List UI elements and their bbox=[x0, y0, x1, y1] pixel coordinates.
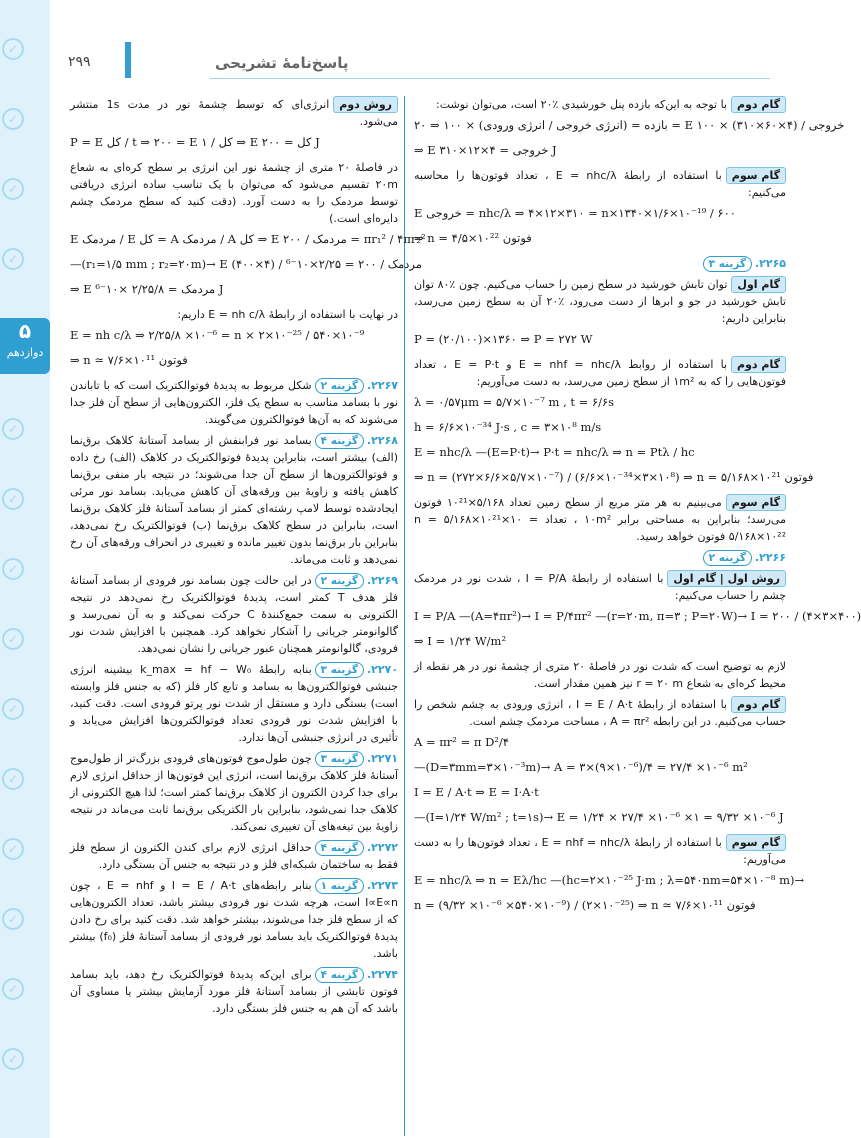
chapter-label: دوازدهم bbox=[6, 346, 44, 359]
step-label: گام دوم bbox=[731, 696, 786, 713]
equation: —(I=۱/۲۴ W/m² ; t=۱s)→ E = ۱/۲۴ × ۲۷/۴ ×۱۰⁻⁶ ×۱ = ۹/۳۲ ×۱۰⁻⁶ J bbox=[414, 810, 784, 824]
step-text: با استفاده از رابطهٔ I = P/A ، شدت نور در مردمک چشم را حساب می‌کنیم: bbox=[414, 572, 786, 602]
equation: E = nh c/λ ⇒ ۲/۲۵/۸ ×۱۰⁻⁶ = n × ۲×۱۰⁻²⁵ / ۵۴۰×۱۰⁻⁹ bbox=[70, 328, 365, 342]
header-accent-bar bbox=[125, 42, 131, 78]
answer-badge: گزینه ۴ bbox=[315, 840, 364, 856]
answer-badge: گزینه ۳ bbox=[315, 662, 364, 678]
step-text: با استفاده از روابط E = nhf = nhc/λ و E = P·t ، تعداد فوتون‌هایی را که به ۱m² از سطح زمین می‌رسد، به دست می‌آوریم: bbox=[414, 358, 786, 388]
question-number: ۲۲۶۷. bbox=[366, 379, 398, 392]
header-divider bbox=[210, 78, 770, 79]
answer-badge: گزینه ۱ bbox=[315, 878, 364, 894]
check-circle-icon: ✓ bbox=[2, 248, 24, 270]
question-number: ۲۲۶۹. bbox=[366, 574, 398, 587]
check-circle-icon: ✓ bbox=[2, 178, 24, 200]
step-label: گام اول bbox=[731, 276, 786, 293]
check-circle-icon: ✓ bbox=[2, 908, 24, 930]
check-circle-icon: ✓ bbox=[2, 628, 24, 650]
step-label: روش دوم bbox=[333, 96, 398, 113]
answer-text: بنابه رابطهٔ k_max = hf − W₀ بیشینه انرژی جنبشی فوتوالکترون‌ها به بسامد و تابع کار فلز (که به جنس فلز وابسته است) بستگی دارد و مستقل از شدت نور پرتو فرودی است. دقت کنید، با افزایش شدت نور فرودی تعداد فوتوالکترون‌ها افزایش می‌یابد و تأثیری در انرژی جنبشی آن‌ها ندارد. bbox=[70, 663, 398, 744]
solution-step bbox=[414, 696, 786, 730]
answer-text: حداقل انرژی لازم برای کندن الکترون از سطح فلز فقط به ساختمان شبکه‌ای فلز و در نتیجه به جنس آن بستگی دارد. bbox=[70, 841, 398, 871]
step-text: با توجه به این‌که بازده پنل خورشیدی ٪۲۰ است، می‌توان نوشت: bbox=[436, 98, 728, 111]
question-number: ۲۲۶۶. bbox=[754, 551, 786, 564]
question-answer bbox=[70, 839, 398, 873]
question-number: ۲۲۷۴. bbox=[366, 968, 398, 981]
answer-badge: گزینه ۲ bbox=[703, 550, 752, 566]
check-circle-icon: ✓ bbox=[2, 558, 24, 580]
page-number: ۲۹۹ bbox=[68, 54, 91, 70]
paragraph: لازم به توضیح است که شدت نور در فاصلهٔ ۲۰ متری از چشمهٔ نور در هر نقطه از محیط کره‌ای به شعاع r = ۲۰ m نیز همین مقدار است. bbox=[414, 660, 787, 690]
equation: ⇒ E مردمک = ۲/۲۵/۸ ×۱۰⁻⁶ J bbox=[70, 282, 224, 296]
step-label: گام سوم bbox=[726, 834, 786, 851]
question-answer bbox=[70, 877, 398, 962]
solution-step bbox=[414, 276, 786, 327]
equation: بازده = (انرژی خروجی / انرژی ورودی) × ۱۰۰ ⇒ ۲۰ = E خروجی / (۴×۶۰×۳۱۰) × ۱۰۰ bbox=[414, 118, 845, 132]
step-text: توان تابش خورشید در سطح زمین را حساب می‌کنیم. چون ٪۸۰ توان تابش خورشید در جو و ابرها از دست می‌رود، ٪۲۰ آن به سطح زمین می‌رسد، بنابراین داریم: bbox=[414, 278, 786, 325]
question-answer bbox=[70, 966, 398, 1017]
step-text: با استفاده از رابطهٔ E = nhf = nhc/λ ، تعداد فوتون‌ها را به دست می‌آوریم: bbox=[414, 836, 786, 866]
equation: A = πr² = π D²/۴ bbox=[414, 735, 509, 749]
step-label: گام سوم bbox=[726, 494, 786, 511]
check-circle-icon: ✓ bbox=[2, 108, 24, 130]
equation: ⇒ n = ۴/۵×۱۰²² فوتون bbox=[414, 231, 532, 245]
answer-badge: گزینه ۲ bbox=[315, 378, 364, 394]
question-answer bbox=[70, 750, 398, 835]
equation: E مردمک / E کل = A مردمک / A کل ⇒ E مردمک / ۲۰۰ = πr₁² / ۴πr₂² bbox=[70, 232, 426, 246]
step-label: روش اول | گام اول bbox=[667, 570, 786, 587]
solution-step bbox=[414, 356, 786, 390]
paragraph: در فاصلهٔ ۲۰ متری از چشمهٔ نور این انرژی بر سطح کره‌ای به شعاع ۲۰m تقسیم می‌شود که می‌توان با یک تناسب ساده انرژی دریافتی توسط مردمک را به دست آورد. (دقت کنید که سطح مردمک چشم دایره‌ای است.) bbox=[70, 161, 398, 225]
equation: ⇒ I = ۱/۲۴ W/m² bbox=[414, 634, 507, 648]
check-circle-icon: ✓ bbox=[2, 768, 24, 790]
answer-text: شکل مربوط به پدیدهٔ فوتوالکتریک است که با تاباندن نور با بسامد مناسب به سطح یک فلز، الکترون‌هایی از سطح آن فلز جدا می‌شوند که به آن‌ها فوتوالکترون می‌گویند. bbox=[70, 379, 398, 426]
step-text: با استفاده از رابطهٔ I = E / A·t ، انرژی ورودی به چشم شخص را حساب می‌کنیم. در این رابطه A = πr² ، مساحت مردمک چشم است. bbox=[414, 698, 786, 728]
step-label: گام دوم bbox=[731, 96, 786, 113]
answer-badge: گزینه ۴ bbox=[315, 967, 364, 983]
question-answer bbox=[70, 661, 398, 746]
equation: λ = ۰/۵۷μm = ۵/۷×۱۰⁻⁷ m , t = ۶/۶s bbox=[414, 395, 615, 409]
side-margin bbox=[0, 0, 50, 1138]
question-answer bbox=[414, 549, 786, 566]
solution-step bbox=[414, 167, 786, 201]
step-label: گام دوم bbox=[731, 356, 786, 373]
answer-text: بسامد نور فرابنفش از بسامد آستانهٔ کلاهک برق‌نما (الف) بیشتر است، بنابراین پدیدهٔ فوتوالکتریک در کلاهک (الف) رخ داده و فوتوالکترون‌ها از سطح آن جدا می‌شوند؛ در نتیجه بار منفی برق‌نما کاهش یافته و زاویهٔ بین ورقه‌های آن کاهش می‌یابد. بسامد نور مرئی ایجادشده توسط لامپ رشته‌ای کمتر از بسامد آستانهٔ فلز کلاهک برق‌نما است، بنابراین در سطح کلاهک برق‌نما (ب) فوتوالکتریک رخ نمی‌دهد، بنابراین بار برق‌نما بدون تغییر مانده و تغییری در انحراف ورقه‌های آن رخ نمی‌دهد و ثابت می‌ماند. bbox=[70, 434, 398, 566]
check-circle-icon: ✓ bbox=[2, 978, 24, 1000]
chapter-number: ۵ bbox=[18, 319, 32, 343]
step-text: انرژی‌ای که توسط چشمهٔ نور در مدت 1s منتشر می‌شود. bbox=[70, 98, 398, 128]
check-circle-icon: ✓ bbox=[2, 488, 24, 510]
check-circle-icon: ✓ bbox=[2, 38, 24, 60]
question-number: ۲۲۷۳. bbox=[366, 879, 398, 892]
question-number: ۲۲۷۱. bbox=[366, 752, 398, 765]
answer-badge: گزینه ۴ bbox=[315, 433, 364, 449]
equation: E خروجی = nhc/λ ⇒ ۴×۱۲×۳۱۰ = n×۱۳۴۰×۱/۶×۱۰⁻¹⁹ / ۶۰۰ bbox=[414, 206, 736, 220]
answer-badge: گزینه ۳ bbox=[703, 256, 752, 272]
equation: ⇒ n = (۲۷۲×۶/۶×۵/۷×۱۰⁻⁷) / (۶/۶×۱۰⁻³⁴×۳×۱۰⁸) ⇒ n = ۵/۱۶۸×۱۰²¹ فوتون bbox=[414, 470, 814, 484]
right-column bbox=[414, 96, 861, 922]
equation: I = P/A —(A=۴πr²)→ I = P/۴πr² —(r=۲۰m, π=۳ ; P=۲۰W)→ I = ۲۰۰ / (۴×۳×۴۰۰) bbox=[414, 609, 861, 623]
equation: E = nhc/λ ⇒ n = Eλ/hc —(hc=۲×۱۰⁻²⁵ J·m ; λ=۵۴۰nm=۵۴×۱۰⁻⁸ m)→ bbox=[414, 873, 805, 887]
question-number: ۲۲۶۸. bbox=[366, 434, 398, 447]
check-circle-icon: ✓ bbox=[2, 1048, 24, 1070]
step-text: می‌بینیم به هر متر مربع از سطح زمین تعداد ۵/۱۶۸×۱۰²¹ فوتون می‌رسد؛ بنابراین به مساحتی برابر ۱۰m² ، تعداد n = ۵/۱۶۸×۱۰²¹×۱۰ = ۵/۱۶۸×۱۰²² فوتون خواهد رسید. bbox=[414, 496, 786, 543]
equation: —(D=۳mm=۳×۱۰⁻³m)→ A = ۳×(۹×۱۰⁻⁶)/۴ = ۲۷/۴ ×۱۰⁻⁶ m² bbox=[414, 760, 748, 774]
answer-badge: گزینه ۲ bbox=[315, 573, 364, 589]
solution-step bbox=[414, 96, 786, 113]
question-answer bbox=[70, 377, 398, 428]
check-circle-icon: ✓ bbox=[2, 838, 24, 860]
left-column bbox=[70, 96, 426, 1021]
answer-text: بنابر رابطه‌های I = E / A·t و E = nhf ، چون I∝E∝n است، هرچه شدت نور فرودی بیشتر باشد، تعداد الکترون‌هایی که از سطح فلز جدا می‌شوند، بیشتر خواهد شد. دقت کنید برای رخ دادن پدیدهٔ فوتوالکتریک باید بسامد نور فرودی از بسامد آستانهٔ فلز (f₀) بیشتر باشد. bbox=[70, 879, 398, 960]
step-label: گام سوم bbox=[726, 167, 786, 184]
page-title: پاسخ‌نامهٔ تشریحی bbox=[215, 54, 349, 72]
check-circle-icon: ✓ bbox=[2, 418, 24, 440]
question-number: ۲۲۶۵. bbox=[754, 257, 786, 270]
solution-step bbox=[414, 834, 786, 868]
question-number: ۲۲۷۲. bbox=[366, 841, 398, 854]
solution-step bbox=[414, 494, 786, 545]
equation: E = nhc/λ —(E=P·t)→ P·t = nhc/λ ⇒ n = Ptλ / hc bbox=[414, 445, 695, 459]
answer-text: برای این‌که پدیدهٔ فوتوالکتریک رخ دهد، باید بسامد فوتون تابشی از بسامد آستانهٔ فلز مورد آزمایش بیشتر یا مساوی آن باشد که آن هم به جنس فلز بستگی دارد. bbox=[70, 968, 398, 1015]
question-answer bbox=[70, 572, 398, 657]
equation: h = ۶/۶×۱۰⁻³⁴ J·s , c = ۳×۱۰⁸ m/s bbox=[414, 420, 602, 434]
answer-text: چون طول‌موج فوتون‌های فرودی بزرگ‌تر از طول‌موج آستانهٔ فلز کلاهک برق‌نما است، انرژی این فوتون‌ها از حداقل انرژی لازم برای جدا کردن الکترون از کلاهک برق‌نما کمتر است؛ لذا هیچ الکترونی از کلاهک جدا نمی‌شود، بنابراین بار الکتریکی برق‌نما ثابت می‌ماند در نتیجه زاویهٔ بین تیغه‌های آن تغییری نمی‌کند. bbox=[70, 752, 398, 833]
equation: P = (۲۰/۱۰۰)×۱۳۶۰ ⇒ P = ۲۷۲ W bbox=[414, 332, 593, 346]
check-circle-icon: ✓ bbox=[2, 698, 24, 720]
equation: n = (۹/۳۲ ×۱۰⁻⁶ ×۵۴۰×۱۰⁻⁹) / (۲×۱۰⁻²⁵) ⇒ n ≃ ۷/۶×۱۰¹¹ فوتون bbox=[414, 898, 756, 912]
equation: ⇒ n ≃ ۷/۶×۱۰¹¹ فوتون bbox=[70, 353, 188, 367]
step-text: با استفاده از رابطهٔ E = nhc/λ ، تعداد فوتون‌ها را محاسبه می‌کنیم: bbox=[414, 169, 786, 199]
equation: ⇒ E خروجی = ۴×۱۲×۳۱۰ J bbox=[414, 143, 557, 157]
chapter-tab bbox=[0, 318, 50, 374]
answer-badge: گزینه ۳ bbox=[315, 751, 364, 767]
solution-step bbox=[414, 570, 786, 604]
question-answer bbox=[414, 255, 786, 272]
equation: P = E کل / t ⇒ ۲۰۰ = E کل / ۱ ⇒ E کل = ۲۰۰ J bbox=[70, 135, 320, 149]
question-number: ۲۲۷۰. bbox=[366, 663, 398, 676]
equation: —(r₁=۱/۵ mm ; r₂=۲۰m)→ E مردمک / ۲۰۰ = ۲/۲۵×۱۰⁻⁶ / (۴×۴۰۰) bbox=[70, 257, 422, 271]
paragraph: در نهایت با استفاده از رابطهٔ E = nh c/λ داریم: bbox=[177, 308, 398, 321]
column-divider bbox=[404, 96, 405, 1136]
solution-step bbox=[70, 96, 398, 130]
answer-text: در این حالت چون بسامد نور فرودی از بسامد آستانهٔ فلز هدف T کمتر است، پدیدهٔ فوتوالکتریک رخ نمی‌دهد در نتیجه الکترونی به سمت جمع‌کنندهٔ C حرکت نمی‌کند و به آن نمی‌رسد و گالوانومتر جریانی را آشکار نخواهد کرد. همچنین با افزایش شدت نور فرودی، گالوانومتر همچنان عبور جریانی را نشان نمی‌دهد. bbox=[70, 574, 398, 655]
question-answer bbox=[70, 432, 398, 568]
equation: I = E / A·t ⇒ E = I·A·t bbox=[414, 785, 539, 799]
